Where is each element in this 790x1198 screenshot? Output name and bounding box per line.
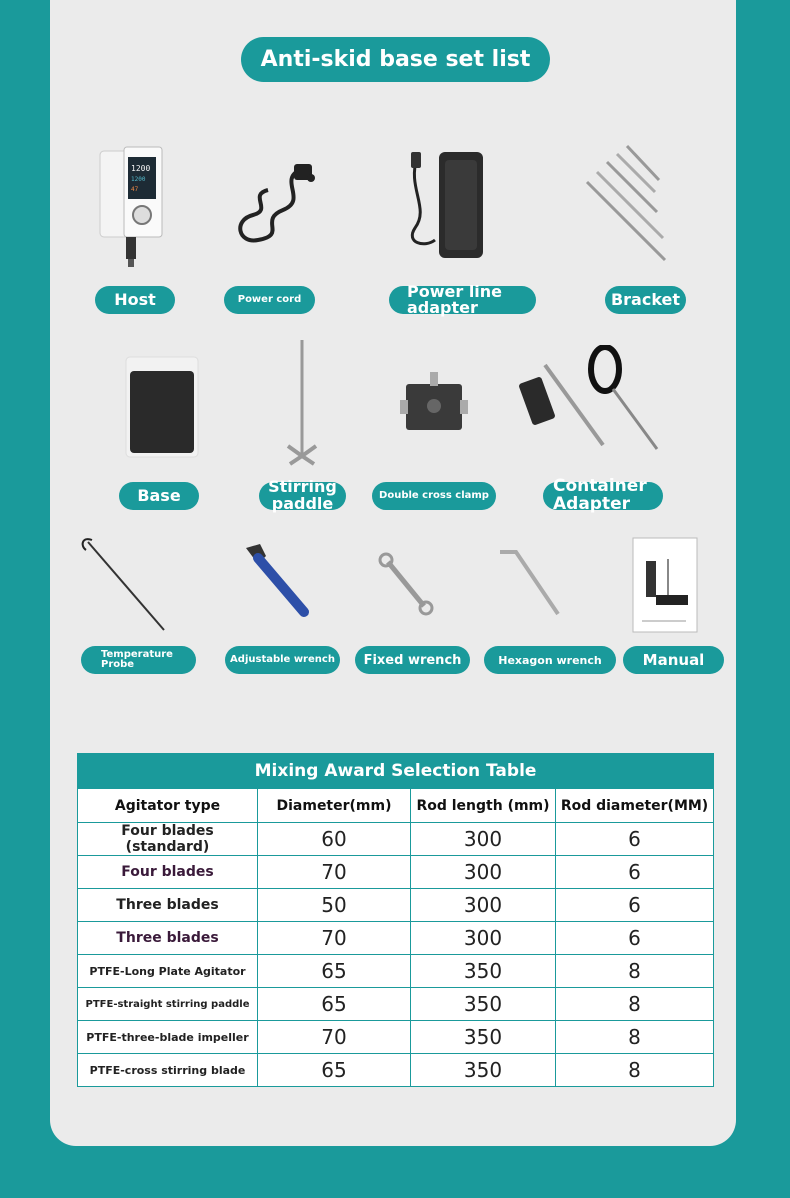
- rod-length-cell: 300: [411, 856, 556, 889]
- rod-length-cell: 300: [411, 889, 556, 922]
- table-row: [78, 823, 714, 856]
- table-title: Mixing Award Selection Table: [78, 754, 714, 789]
- rod-diameter-cell: 6: [556, 889, 714, 922]
- diameter-cell: 70: [258, 856, 411, 889]
- rod-length-cell: 300: [411, 922, 556, 955]
- host-image: [96, 145, 166, 270]
- stirring-paddle-image: [282, 338, 322, 468]
- diameter-cell: 60: [258, 823, 411, 856]
- label-double-cross-clamp: Double cross clamp: [372, 482, 496, 510]
- agitator-type-cell: Four blades (standard): [78, 823, 258, 856]
- power-cord-image: [228, 160, 320, 255]
- manual-image: [632, 537, 698, 633]
- agitator-type-cell: Four blades: [78, 856, 258, 889]
- rod-diameter-cell: 8: [556, 988, 714, 1021]
- label-power-cord: Power cord: [224, 286, 315, 314]
- label-manual: Manual: [623, 646, 724, 674]
- rod-diameter-cell: 8: [556, 1054, 714, 1087]
- diameter-cell: 65: [258, 988, 411, 1021]
- column-header: Diameter(mm): [258, 789, 411, 823]
- page-title: Anti-skid base set list: [241, 37, 550, 82]
- rod-length-cell: 350: [411, 1021, 556, 1054]
- rod-diameter-cell: 6: [556, 856, 714, 889]
- column-header: Rod diameter(MM): [556, 789, 714, 823]
- diameter-cell: 70: [258, 1021, 411, 1054]
- mixing-selection-table: [77, 753, 714, 1087]
- column-header: Agitator type: [78, 789, 258, 823]
- agitator-type-cell: PTFE-cross stirring blade: [78, 1054, 258, 1087]
- table-row: [78, 922, 714, 955]
- table-row: [78, 889, 714, 922]
- table-row: [78, 1054, 714, 1087]
- base-image: [124, 355, 200, 460]
- power-adapter-image: [405, 148, 495, 268]
- rod-length-cell: 300: [411, 823, 556, 856]
- column-header: Rod length (mm): [411, 789, 556, 823]
- label-power-line-adapter: Power line adapter: [389, 286, 536, 314]
- diameter-cell: 70: [258, 922, 411, 955]
- diameter-cell: 50: [258, 889, 411, 922]
- agitator-type-cell: Three blades: [78, 889, 258, 922]
- fixed-wrench-image: [378, 552, 434, 616]
- rod-length-cell: 350: [411, 1054, 556, 1087]
- rod-diameter-cell: 6: [556, 922, 714, 955]
- label-temperature-probe: Temperature Probe: [81, 646, 196, 674]
- agitator-type-cell: PTFE-Long Plate Agitator: [78, 955, 258, 988]
- label-adjustable-wrench: Adjustable wrench: [225, 646, 340, 674]
- diameter-cell: 65: [258, 1054, 411, 1087]
- label-fixed-wrench: Fixed wrench: [355, 646, 470, 674]
- adjustable-wrench-image: [240, 542, 314, 622]
- temperature-probe-image: [78, 532, 170, 634]
- table-row: [78, 1021, 714, 1054]
- label-container-adapter: Container Adapter: [543, 482, 663, 510]
- table-row: [78, 988, 714, 1021]
- container-adapter-image: [517, 345, 667, 455]
- rod-diameter-cell: 8: [556, 955, 714, 988]
- label-host: Host: [95, 286, 175, 314]
- agitator-type-cell: Three blades: [78, 922, 258, 955]
- svg-text:1200: 1200: [131, 164, 151, 173]
- label-bracket: Bracket: [605, 286, 686, 314]
- rod-length-cell: 350: [411, 988, 556, 1021]
- label-base: Base: [119, 482, 199, 510]
- rod-length-cell: 350: [411, 955, 556, 988]
- diameter-cell: 65: [258, 955, 411, 988]
- svg-text:47: 47: [131, 186, 139, 193]
- table-row: [78, 955, 714, 988]
- label-hexagon-wrench: Hexagon wrench: [484, 646, 616, 674]
- label-stirring-paddle: Stirring paddle: [259, 482, 346, 510]
- rod-diameter-cell: 6: [556, 823, 714, 856]
- double-cross-clamp-image: [398, 370, 470, 438]
- hexagon-wrench-image: [498, 548, 562, 618]
- agitator-type-cell: PTFE-three-blade impeller: [78, 1021, 258, 1054]
- table-row: [78, 856, 714, 889]
- agitator-type-cell: PTFE-straight stirring paddle: [78, 988, 258, 1021]
- svg-text:1200: 1200: [131, 176, 146, 183]
- rod-diameter-cell: 8: [556, 1021, 714, 1054]
- bracket-image: [583, 142, 673, 267]
